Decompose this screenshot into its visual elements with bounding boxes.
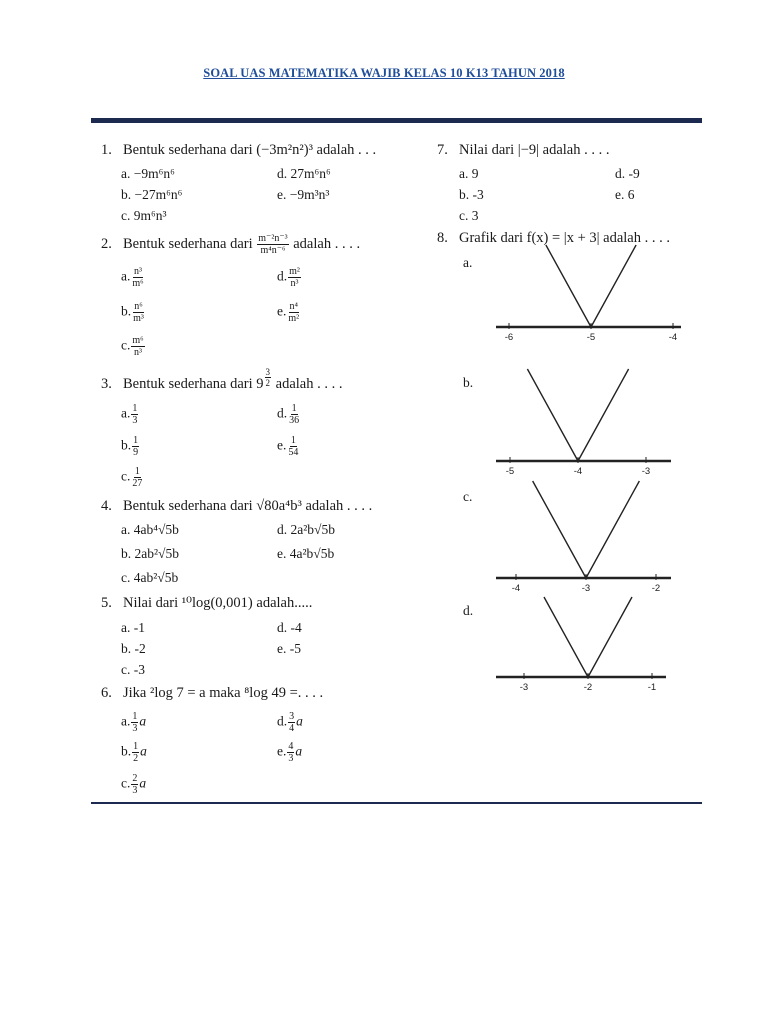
- option-5b: b. -2: [121, 641, 146, 656]
- option-7e: e. 6: [615, 187, 635, 202]
- question-number: 8.: [437, 230, 448, 246]
- x-tick-label: -3: [581, 583, 591, 594]
- question-number: 7.: [437, 142, 448, 158]
- option-5d: d. -4: [277, 620, 302, 635]
- option-7d: d. -9: [615, 166, 640, 181]
- question-text: Bentuk sederhana dari: [123, 235, 253, 252]
- option-5c: c. -3: [121, 662, 145, 677]
- v-graph-line: [533, 481, 640, 578]
- graph-option-1: [496, 241, 681, 341]
- document-title[interactable]: SOAL UAS MATEMATIKA WAJIB KELAS 10 K13 TAHUN 2018: [203, 66, 565, 80]
- question-6: [101, 684, 323, 702]
- option-5a: a. -1: [121, 620, 145, 635]
- option-1b: b. −27m⁶n⁶: [121, 187, 183, 202]
- question-text: Nilai dari |−9| adalah . . . .: [459, 142, 610, 158]
- x-tick-label: -5: [586, 332, 596, 343]
- x-tick-label: -4: [668, 332, 678, 343]
- option-3e: e. $\frac{1}{54}$: [277, 435, 299, 458]
- graph-option-label: a.: [463, 255, 473, 270]
- question-text-end: adalah . . . .: [275, 376, 343, 392]
- graph-option-3: [496, 477, 671, 592]
- x-tick-label: -2: [583, 682, 593, 693]
- option-6b: b. $\frac{1}{2}$ a: [121, 741, 147, 764]
- option-3b: b. $\frac{1}{9}$: [121, 435, 139, 458]
- question-text: Bentuk sederhana dari (−3m²n²)³ adalah . . .: [123, 142, 377, 158]
- x-tick-label: -1: [647, 682, 657, 693]
- v-graph-line: [544, 597, 632, 677]
- x-tick-label: -3: [641, 466, 651, 477]
- question-number: 1.: [101, 142, 112, 158]
- option-4c: c. 4ab²√5b: [121, 570, 179, 585]
- graph-option-4: [496, 593, 666, 691]
- exponent-fraction: $\frac{3}{2}$: [265, 367, 271, 388]
- option-7b: b. -3: [459, 187, 484, 202]
- question-7: [437, 141, 609, 159]
- option-4e: e. 4a²b√5b: [277, 546, 335, 561]
- option-2d: d. $\frac{\text{m²}}{\text{n³}}$: [277, 266, 300, 289]
- graph-option-label: d.: [463, 603, 474, 618]
- question-text: Bentuk sederhana dari 9: [123, 376, 264, 392]
- option-2e: e. $\frac{\text{n⁴}}{\text{m²}}$: [277, 301, 300, 324]
- option-3d: d. $\frac{1}{36}$: [277, 403, 300, 426]
- option-1a: a. −9m⁶n⁶: [121, 166, 175, 181]
- question-number: 4.: [101, 498, 112, 514]
- option-6e: e. $\frac{4}{3}$ a: [277, 741, 303, 764]
- question-number: 2.: [101, 235, 112, 252]
- question-text: Jika ²log 7 = a maka ⁸log 49 =. . . .: [123, 685, 324, 701]
- option-4b: b. 2ab²√5b: [121, 546, 179, 561]
- question-2: [101, 233, 360, 256]
- question-number: 5.: [101, 595, 112, 611]
- graph-option-label: b.: [463, 375, 474, 390]
- question-text: Grafik dari f(x) = |x + 3| adalah . . . .: [459, 230, 670, 246]
- question-number: 3.: [101, 376, 112, 392]
- question-1: [101, 141, 376, 159]
- x-tick-label: -2: [651, 583, 661, 594]
- x-tick-label: -5: [505, 466, 515, 477]
- question-text: Bentuk sederhana dari √80a⁴b³ adalah . . . .: [123, 498, 373, 514]
- option-7a: a. 9: [459, 166, 479, 181]
- option-1d: d. 27m⁶n⁶: [277, 166, 331, 181]
- x-tick-label: -4: [573, 466, 583, 477]
- option-2a: a. $\frac{\text{n³}}{\text{m⁶}}$: [121, 266, 144, 289]
- v-graph-line: [546, 245, 636, 327]
- question-4: [101, 497, 372, 515]
- option-6c: c. $\frac{2}{3}$ a: [121, 773, 147, 796]
- option-2c: c. $\frac{\text{m⁶}}{\text{n³}}$: [121, 335, 144, 358]
- option-4d: d. 2a²b√5b: [277, 522, 335, 537]
- question-number: 6.: [101, 685, 112, 701]
- question-sheet: [91, 118, 702, 804]
- option-5e: e. -5: [277, 641, 301, 656]
- question-5: [101, 594, 312, 612]
- option-2b: b. $\frac{\text{n⁶}}{\text{m³}}$: [121, 301, 144, 324]
- question-fraction: $\frac{\text{m⁻²n⁻³}}{\text{m⁴n⁻⁶}}$: [258, 233, 288, 256]
- x-tick-label: -6: [504, 332, 514, 343]
- x-tick-label: -3: [519, 682, 529, 693]
- graph-option-label: c.: [463, 489, 473, 504]
- option-6d: d. $\frac{3}{4}$ a: [277, 711, 303, 734]
- option-4a: a. 4ab⁴√5b: [121, 522, 179, 537]
- graph-option-2: [496, 365, 671, 475]
- option-3a: a. $\frac{1}{3}$: [121, 403, 138, 426]
- option-7c: c. 3: [459, 208, 479, 223]
- option-1e: e. −9m³n³: [277, 187, 330, 202]
- option-6a: a. $\frac{1}{3}$ a: [121, 711, 147, 734]
- v-graph-line: [527, 369, 628, 461]
- option-3c: c. $\frac{1}{27}$: [121, 466, 143, 489]
- option-1c: c. 9m⁶n³: [121, 208, 167, 223]
- x-tick-label: -4: [511, 583, 521, 594]
- question-text: Nilai dari ¹⁰log(0,001) adalah.....: [123, 595, 313, 611]
- question-3: [101, 367, 343, 396]
- question-text-end: adalah . . . .: [293, 235, 361, 252]
